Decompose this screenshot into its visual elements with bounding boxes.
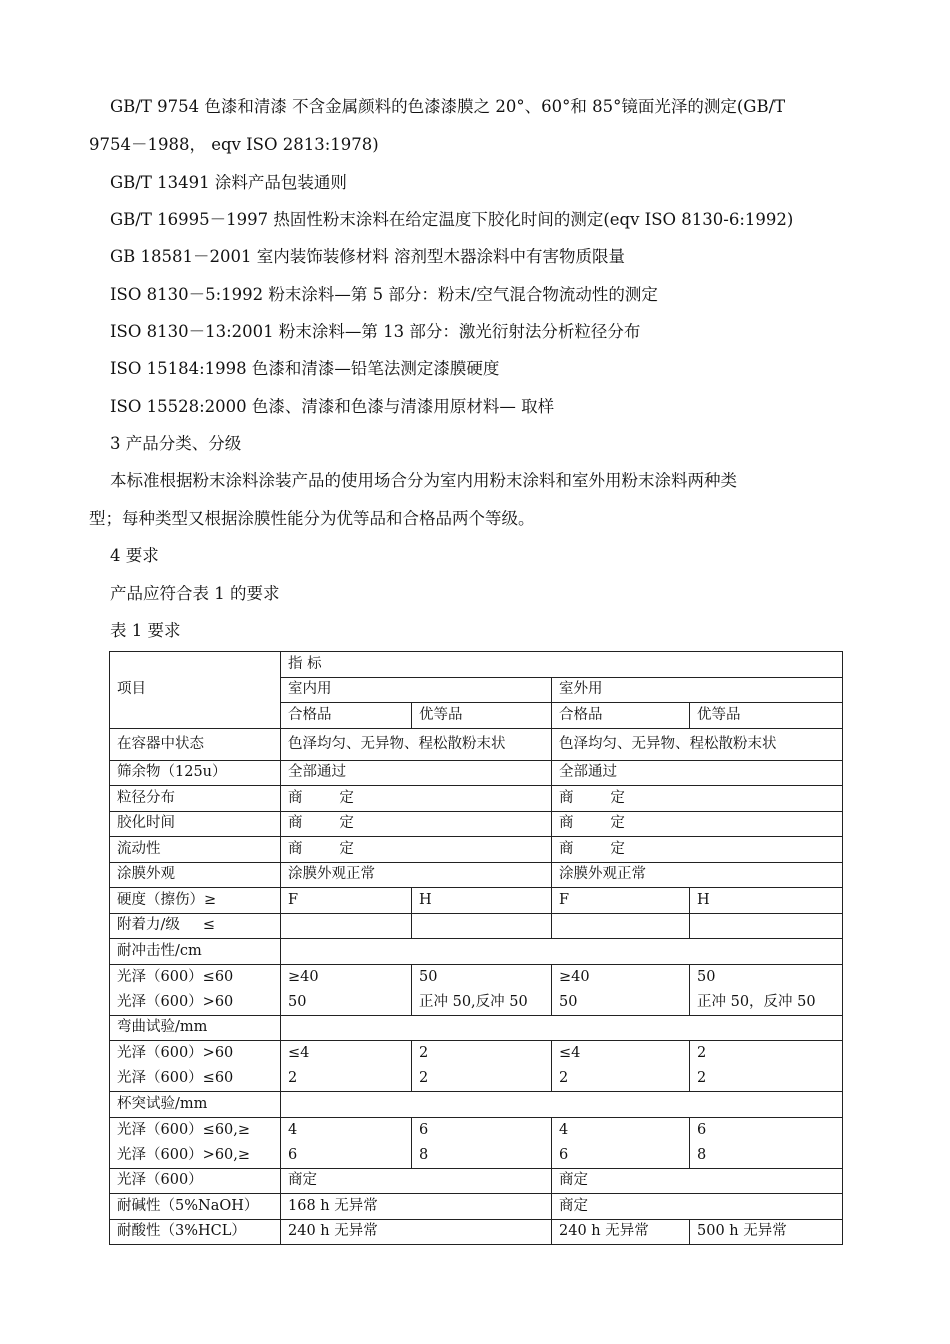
row-item xyxy=(110,1041,281,1092)
row-item: 杯突试验/mm xyxy=(110,1092,281,1118)
table-row xyxy=(110,913,843,939)
cell-line: 6 xyxy=(559,1146,569,1163)
cell-line: 2 xyxy=(697,1070,707,1086)
cell-indoor-qualified xyxy=(281,1041,412,1092)
reference-gb-18581: GB 18581－2001 室内装饰装修材料 溶剂型木器涂料中有害物质限量 xyxy=(110,247,626,266)
cell-line: 4 xyxy=(288,1121,298,1138)
cell-outdoor-superior xyxy=(690,964,843,1015)
table-row xyxy=(110,1041,843,1092)
reference-gbt-9754: GB/T 9754 色漆和清漆 不含金属颜料的色漆漆膜之 20°、60°和 85°镜面光泽的测定(GB/T xyxy=(110,97,786,116)
cell-indoor-superior xyxy=(412,913,552,939)
row-indoor-value: 全部通过 xyxy=(281,760,552,786)
header-indoor-qualified: 合格品 xyxy=(281,703,412,729)
row-item: 耐酸性（3%HCL） xyxy=(110,1219,281,1245)
row-item-line: 光泽（600）>60,≥ xyxy=(117,1146,251,1163)
row-item: 筛余物（125u） xyxy=(110,760,281,786)
cell-indoor-superior xyxy=(412,1041,552,1092)
row-item: 弯曲试验/mm xyxy=(110,1015,281,1041)
header-item: 项目 xyxy=(110,652,281,729)
cell-line: 正冲 50,反冲 50 xyxy=(419,993,528,1010)
cell-line: 50 xyxy=(697,968,716,985)
cell-outdoor-qualified xyxy=(552,1117,690,1168)
cell-indoor-superior: H xyxy=(412,888,552,914)
requirements-table xyxy=(109,651,843,1245)
table-row xyxy=(110,1015,843,1041)
paragraph-requirement: 产品应符合表 1 的要求 xyxy=(110,584,280,603)
cell-line: 8 xyxy=(697,1146,707,1163)
cell-indoor-superior xyxy=(412,1117,552,1168)
cell-line: ≤4 xyxy=(559,1045,581,1061)
row-outdoor-value: 商 定 xyxy=(552,811,843,837)
cell-outdoor-superior: H xyxy=(690,888,843,914)
table-caption: 表 1 要求 xyxy=(110,621,181,640)
reference-iso-8130-13: ISO 8130－13:2001 粉末涂料—第 13 部分：激光衍射法分析粒径分布 xyxy=(110,322,641,341)
row-item-line: 光泽（600）≤60 xyxy=(117,968,234,985)
row-item: 附着力/级 ≤ xyxy=(110,913,281,939)
row-item: 光泽（600） xyxy=(110,1168,281,1194)
header-index: 指 标 xyxy=(281,652,843,678)
header-outdoor-superior: 优等品 xyxy=(690,703,843,729)
row-item: 硬度（擦伤）≥ xyxy=(110,888,281,914)
row-item: 流动性 xyxy=(110,837,281,863)
header-outdoor-qualified: 合格品 xyxy=(552,703,690,729)
cell-line: 8 xyxy=(419,1146,429,1163)
table-row xyxy=(110,760,843,786)
reference-gbt-13491: GB/T 13491 涂料产品包装通则 xyxy=(110,173,347,192)
row-item: 在容器中状态 xyxy=(110,728,281,760)
row-item: 耐碱性（5%NaOH） xyxy=(110,1194,281,1220)
row-outdoor-value: 商定 xyxy=(552,1194,843,1220)
row-empty-cell xyxy=(281,1092,843,1118)
row-empty-cell xyxy=(281,939,843,965)
header-indoor: 室内用 xyxy=(281,677,552,703)
row-outdoor-value: 涂膜外观正常 xyxy=(552,862,843,888)
cell-outdoor-superior: 500 h 无异常 xyxy=(690,1219,843,1245)
row-item-line: 光泽（600）>60 xyxy=(117,993,234,1010)
table-row xyxy=(110,837,843,863)
table-row xyxy=(110,1194,843,1220)
row-outdoor-value: 商定 xyxy=(552,1168,843,1194)
row-outdoor-value: 色泽均匀、无异物、程松散粉末状 xyxy=(552,728,843,760)
table-row xyxy=(110,786,843,812)
cell-line: 50 xyxy=(419,968,438,985)
row-item-line: 光泽（600）>60 xyxy=(117,1045,234,1061)
row-indoor-value: 涂膜外观正常 xyxy=(281,862,552,888)
row-indoor-value: 商 定 xyxy=(281,811,552,837)
cell-line: 50 xyxy=(559,993,578,1010)
reference-iso-8130-5: ISO 8130－5:1992 粉末涂料—第 5 部分：粉末/空气混合物流动性的测定 xyxy=(110,285,658,304)
reference-gbt-9754-cont: 9754－1988， eqv ISO 2813:1978) xyxy=(89,135,379,154)
table-row xyxy=(110,964,843,1015)
cell-indoor-qualified xyxy=(281,964,412,1015)
row-item-line: 光泽（600）≤60 xyxy=(117,1070,234,1086)
cell-indoor-superior xyxy=(412,964,552,1015)
row-indoor-value: 商 定 xyxy=(281,786,552,812)
header-outdoor: 室外用 xyxy=(552,677,843,703)
section-heading-3: 3 产品分类、分级 xyxy=(110,434,242,453)
row-item xyxy=(110,1117,281,1168)
row-item: 粒径分布 xyxy=(110,786,281,812)
row-item: 耐冲击性/cm xyxy=(110,939,281,965)
cell-outdoor-qualified xyxy=(552,964,690,1015)
table-row xyxy=(110,811,843,837)
cell-line: 4 xyxy=(559,1121,569,1138)
cell-outdoor-qualified xyxy=(552,913,690,939)
cell-line: 2 xyxy=(419,1045,429,1061)
reference-iso-15184: ISO 15184:1998 色漆和清漆—铅笔法测定漆膜硬度 xyxy=(110,359,500,378)
cell-line: 2 xyxy=(288,1070,298,1086)
reference-iso-15528: ISO 15528:2000 色漆、清漆和色漆与清漆用原材料— 取样 xyxy=(110,397,555,416)
table-row xyxy=(110,1092,843,1118)
cell-line: 50 xyxy=(288,993,307,1010)
cell-line: 2 xyxy=(697,1045,707,1061)
row-item xyxy=(110,964,281,1015)
cell-outdoor-superior xyxy=(690,913,843,939)
row-item-line: 光泽（600）≤60,≥ xyxy=(117,1121,251,1138)
cell-outdoor-superior xyxy=(690,1117,843,1168)
table-row xyxy=(110,939,843,965)
table-row xyxy=(110,1168,843,1194)
row-item: 胶化时间 xyxy=(110,811,281,837)
row-outdoor-value: 全部通过 xyxy=(552,760,843,786)
cell-line: ≥40 xyxy=(559,968,590,985)
table-row xyxy=(110,888,843,914)
cell-indoor-qualified: F xyxy=(281,888,412,914)
cell-line: ≤4 xyxy=(288,1045,310,1061)
cell-outdoor-qualified xyxy=(552,1041,690,1092)
cell-line: 6 xyxy=(697,1121,707,1138)
cell-line: 2 xyxy=(419,1070,429,1086)
row-indoor-value: 色泽均匀、无异物、程松散粉末状 xyxy=(281,728,552,760)
table-row xyxy=(110,652,843,678)
row-indoor-value: 商定 xyxy=(281,1168,552,1194)
row-indoor-value: 240 h 无异常 xyxy=(281,1219,552,1245)
row-indoor-value: 168 h 无异常 xyxy=(281,1194,552,1220)
table-row xyxy=(110,728,843,760)
cell-line: 6 xyxy=(288,1146,298,1163)
cell-indoor-qualified xyxy=(281,913,412,939)
reference-gbt-16995: GB/T 16995－1997 热固性粉末涂料在给定温度下胶化时间的测定(eqv ISO 8130-6:1992) xyxy=(110,210,794,229)
section-heading-4: 4 要求 xyxy=(110,546,159,565)
table-row xyxy=(110,862,843,888)
row-empty-cell xyxy=(281,1015,843,1041)
row-item: 涂膜外观 xyxy=(110,862,281,888)
header-indoor-superior: 优等品 xyxy=(412,703,552,729)
cell-line: 6 xyxy=(419,1121,429,1138)
cell-outdoor-superior xyxy=(690,1041,843,1092)
table-row xyxy=(110,1219,843,1245)
cell-outdoor-qualified: F xyxy=(552,888,690,914)
cell-line: ≥40 xyxy=(288,968,319,985)
cell-indoor-qualified xyxy=(281,1117,412,1168)
row-outdoor-value: 商 定 xyxy=(552,837,843,863)
cell-line: 正冲 50，反冲 50 xyxy=(697,993,816,1010)
table-row xyxy=(110,1117,843,1168)
row-outdoor-value: 商 定 xyxy=(552,786,843,812)
paragraph-classification: 本标准根据粉末涂料涂装产品的使用场合分为室内用粉末涂料和室外用粉末涂料两种类 xyxy=(110,471,737,490)
cell-line: 2 xyxy=(559,1070,569,1086)
cell-outdoor-qualified: 240 h 无异常 xyxy=(552,1219,690,1245)
row-indoor-value: 商 定 xyxy=(281,837,552,863)
paragraph-classification-cont: 型；每种类型又根据涂膜性能分为优等品和合格品两个等级。 xyxy=(89,509,535,528)
